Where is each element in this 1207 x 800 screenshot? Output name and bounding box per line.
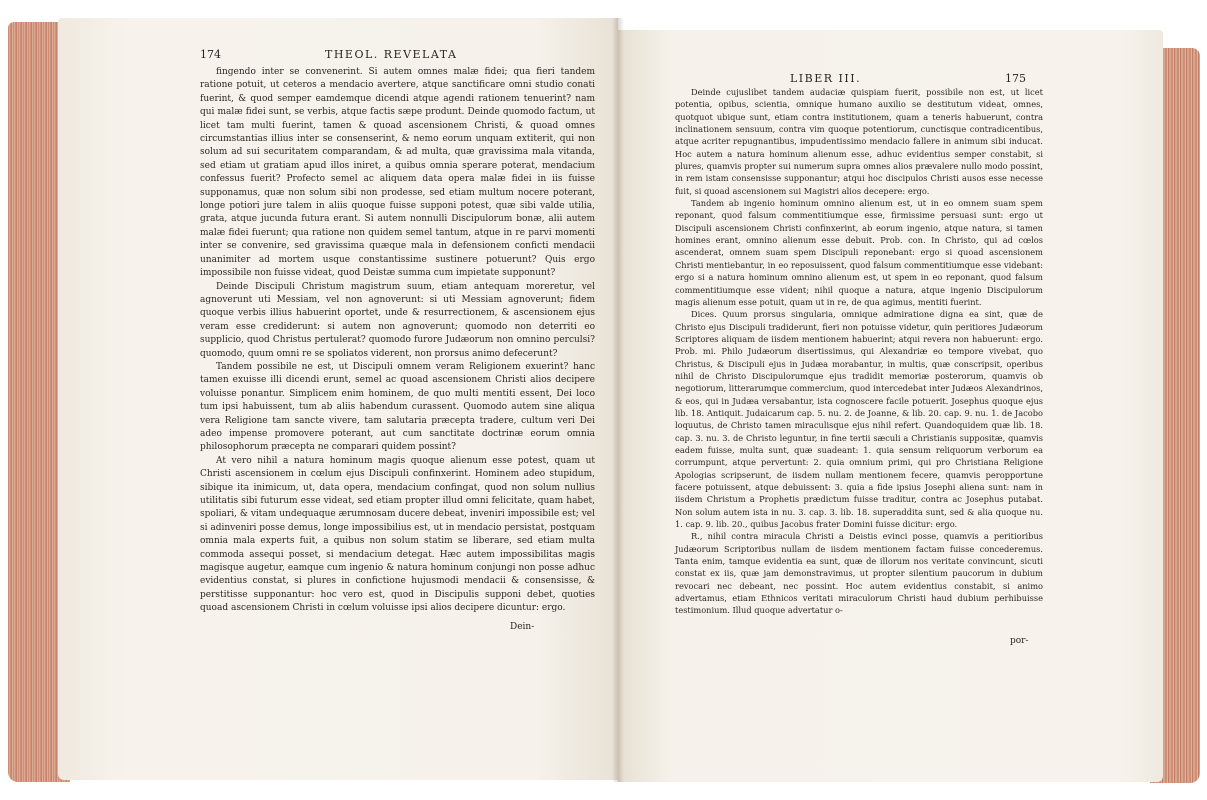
right-paragraph: Dices. Quum prorsus singularia, omnique admiratione digna ea sint, quæ de Christo ejus Discipuli tradiderunt, fieri non potuisse videtur, quin peritiores Judæorum Scriptores aliquam de iisdem mentionem habuerint; atqui revera non habuerunt: ergo. Prob. mi. Philo Judæorum disertissimus, qui Alexandriæ eo tempore vivebat, quo Christus, & Discipuli ejus in Judæa morabantur, in multis, quæ conscripsit, operibus nihil de Christo Discipulorumque ejus tradidit memoriæ posterorum, quamvis ob negotiorum, litterarumque commercium, quod intercedebat inter Judæos Alexandrinos, & eos, qui in Judæa versabantur, ista cognoscere facile potuerit. Josephus quoque ejus lib. 18. Antiquit. Judaicarum cap. 5. nu. 2. de Joanne, & lib. 20. cap. 9. nu. 1. de Jacobo loquutus, de Christo tamen miraculisque ejus nihil refert. Quandoquidem quæ lib. 18. cap. 3. nu. 3. de Christo leguntur, in fine tertii sæculi a Christianis suppositæ, quamvis eadem fuisse, multa sunt, quæ suadeant: 1. quia sensum reliquorum verborum ea corrumpunt, atque pervertunt: 2. quia omnium primi, qui pro Christiana Religione Apologias scripserunt, de iisdem nullam mentionem fecere, quamvis peropportune facere potuissent, atque debuissent: 3. quia a fide ipsius Josephi aliena sunt: nam in iisdem Christum a Prophetis prædictum fuisse traditur, contra ac Josephus putabat. Non solum autem ista in nu. 3. cap. 3. lib. 18. superaddita sunt, sed & alia quoque nu. 1. cap. 9. lib. 20., quibus Jacobus frater Domini fuisse dicitur: ergo.: [675, 309, 1043, 530]
right-paragraph: Deinde cujuslibet tandem audaciæ quispiam fuerit, possibile non est, ut licet potentia, opibus, scientia, omnique humano auxilio se destitutum videat, omnes, quotquot ubique sunt, etiam contra institutionem, quam a teneris habuerunt, contra inclinationem sensuum, contra vim quoque potentiorum, cunctisque contradicentibus, atque acriter repugnantibus, impudentissimo mendacio fallere in animum sibi inducat. Hoc autem a natura hominum alienum esse, adhuc evidentius semper constabit, si plures, quamvis propter sui numerum supra omnes alios prævalere nullo modo possint, in rem istam consensisse supponantur; atqui hoc discipulos Christi ausos esse necesse fuit, si quoad ascensionem sui Magistri alios decepere: ergo.: [675, 87, 1043, 196]
left-page-number: 174: [200, 48, 221, 61]
left-paragraph: Deinde Discipuli Christum magistrum suum, etiam antequam moreretur, vel agnoverunt uti Messiam, vel non agnoverunt: si uti Messiam agnoverunt; fidem quoque verbis illius habuerint oportet, unde & resurrectionem, & ascensionem ejus veram esse crediderunt: si autem non agnoverunt; quomodo non deterriti eo supplicio, quod Christus pertulerat? quomodo furore Judæorum non omnino perculsi? quomodo, quum omni re se spoliatos viderent, non prorsus animo defecerunt?: [200, 281, 595, 359]
left-paragraph: Tandem possibile ne est, ut Discipuli omnem veram Religionem exuerint? hanc tamen exuisse illi dicendi erunt, semel ac quoad ascensionem Christi alios decipere voluisse ponantur. Simplicem enim hominem, de quo multi mentiti essent, Dei loco tum ipsi habuissent, tum ab aliis habendum curassent. Quomodo autem sine aliqua vera Religione tam sancte vivere, tam salutaria præcepta tradere, cultum veri Dei adeo impense promovere poterant, aut cum sanctitate doctrinæ eorum omnia philosophorum præcepta ne comparari quidem possint?: [200, 361, 595, 453]
left-page-body: [200, 66, 595, 616]
right-paragraph: R., nihil contra miracula Christi a Deistis evinci posse, quamvis a peritioribus Judæorum Scriptoribus nullam de iisdem mentionem factam fuisse concederemus. Tanta enim, tamque evidentia ea sunt, quæ de illorum nos veritate convincunt, sicuti constat ex iis, quæ jam demonstravimus, ut propter silentium paucorum in dubium revocari nec debeant, nec possint. Hoc autem evidentius constabit, si animo advertamus, etiam Ethnicos veritati miraculorum Christi haud dubium perhibuisse testimonium. Illud quoque advertatur o-: [675, 531, 1043, 616]
left-running-head: THEOL. REVELATA: [325, 48, 458, 61]
left-paragraph: fingendo inter se convenerint. Si autem omnes malæ fidei; qua fieri tandem ratione potuit, ut ceteros a mendacio avertere, atque sanctificare omni studio conati fuerint, & quod semper eamdemque dicendi atque agendi rationem tenuerint? nam qui malæ fidei sunt, se verbis, atque factis sæpe produnt. Deinde quomodo factum, ut licet tam multi fuerint, tamen & quoad ascensionem Christi, & quoad omnes circumstantias illius inter se consenserint, & nemo eorum unquam extiterit, qui non solum ad sui securitatem comparandam, & ad multa, quæ gravissima mala vitanda, sed etiam ut gratiam apud illos iniret, a quibus omnia sperare poterat, mendacium confessus fuerit? Profecto semel ac aliquem data opera malæ fidei in iis fuisse supponamus, quæ non solum sibi non prodesse, sed etiam multum nocere poterant, longe potiori jure talem in aliis quoque fuisse supponi potest, quæ sibi valde utilia, grata, atque jucunda futura erant. Si autem nonnulli Discipulorum bonæ, alii autem malæ fidei fuerunt; qua ratione non quidem semel tantum, atque in re parvi momenti inter se convenire, sed gravissima quæque mala in defensionem conficti mendacii unanimiter ad mortem usque constantissime sustinere potuerunt? Quis ergo impossibile non fuisse videat, quod Deistæ summa cum impietate supponunt?: [200, 67, 595, 279]
right-running-head: LIBER III.: [790, 72, 862, 85]
right-page-body: [675, 86, 1043, 617]
left-catchword: Dein-: [510, 622, 535, 632]
right-catchword: por-: [1010, 636, 1029, 646]
right-page-number: 175: [1005, 72, 1026, 85]
book-gutter: [612, 18, 624, 782]
left-paragraph: At vero nihil a natura hominum magis quoque alienum esse potest, quam ut Christi ascensionem in cœlum ejus Discipuli confinxerint. Hominem adeo stupidum, sibique ita inimicum, ut, data opera, mendacium confingat, quod non solum nullius utilitatis sibi futurum esse videat, sed etiam propter illud omni felicitate, quam habet, spoliari, & vitam undequaque ærumnosam ducere debeat, inveniri impossibile est; vel si adinveniri posse demus, longe impossibilius est, ut in mendacio persistat, postquam omnia mala experts fuit, a quibus non solum statim se liberare, sed etiam multa commoda assequi posset, si mendacium detegat. Hæc autem impossibilitas magis magisque augetur, eamque cum ingenio & natura hominum conjungi non posse adhuc evidentius constat, si plures in confictione hujusmodi mendacii & consensisse, & perstitisse supponantur: hoc vero est, quod in Discipulis supponi debet, quoties quoad ascensionem Christi in cœlum voluisse ipsi alios decipere dicuntur: ergo.: [200, 455, 595, 614]
right-paragraph: Tandem ab ingenio hominum omnino alienum est, ut in eo omnem suam spem reponant, quod falsum commentitiumque esse, firmissime persuasi sunt: ergo ut Discipuli ascensionem Christi confinxerint, ab eorum ingenio, atque natura, si tamen homines erant, omnino alienum esse debuit. Prob. con. In Christo, qui ad cœlos ascenderat, omnem suam spem Discipuli reponebant: ergo si quoad ascensionem Christi mentiebantur, in eo reposuissent, quod falsum commentitiumque esse videbant: ergo si a natura hominum omnino alienum est, ut spem in eo reponant, quod falsum commentitiumque esse vident; nihil quoque a natura, atque ingenio Discipulorum magis alienum esse potuit, quam ut in re, de qua agimus, mentiti fuerint.: [675, 198, 1043, 307]
